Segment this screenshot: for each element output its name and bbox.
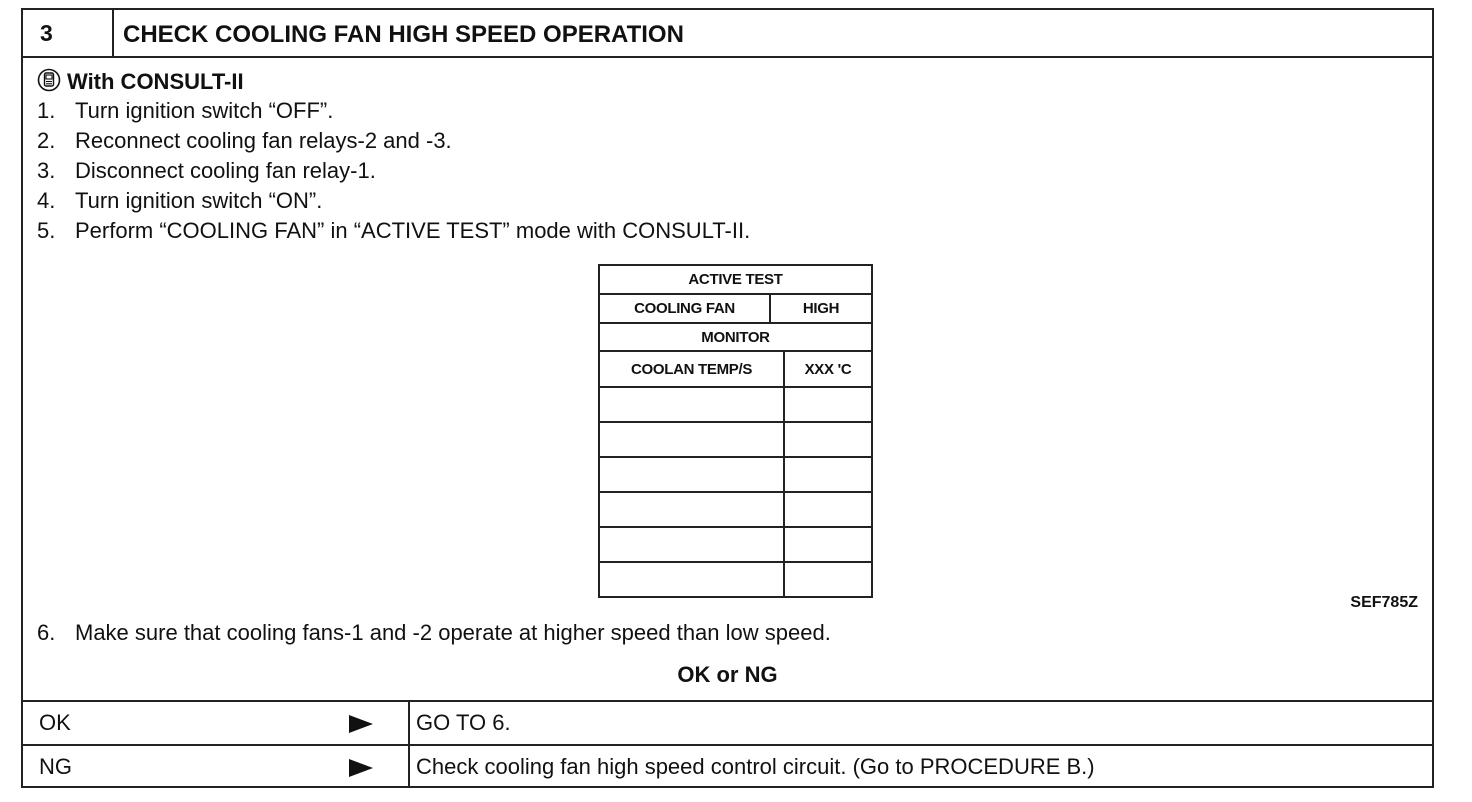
- list-item: [37, 156, 750, 186]
- result-row-ng: [23, 744, 1432, 788]
- active-test-item-row: [600, 295, 871, 324]
- result-action: GO TO 6.: [416, 710, 511, 735]
- step-text: Perform “COOLING FAN” in “ACTIVE TEST” mode with CONSULT-II.: [75, 218, 751, 243]
- cell-divider: [783, 493, 785, 526]
- result-label: NG: [39, 754, 72, 779]
- blank-row: [600, 423, 871, 458]
- step-text: Disconnect cooling fan relay-1.: [75, 158, 376, 183]
- cell-divider: [783, 458, 785, 491]
- cell-divider: [408, 746, 410, 788]
- step-6: [37, 618, 831, 648]
- list-item: [37, 96, 750, 126]
- consult-heading: [37, 68, 244, 94]
- step-text: Reconnect cooling fan relays-2 and -3.: [75, 128, 452, 153]
- step-title: CHECK COOLING FAN HIGH SPEED OPERATION: [123, 21, 684, 48]
- consult-label: With CONSULT-II: [67, 68, 244, 94]
- active-test-screen: [598, 264, 873, 598]
- cell-divider: [783, 388, 785, 421]
- active-test-item-label: COOLING FAN: [634, 300, 735, 317]
- list-item: [37, 126, 750, 156]
- step-num: 1.: [37, 98, 56, 123]
- blank-row: [600, 388, 871, 423]
- ok-or-ng-heading: OK or NG: [677, 662, 778, 687]
- step-num: 6.: [37, 620, 56, 645]
- list-item: [37, 216, 750, 246]
- arrow-right-icon: [349, 759, 373, 777]
- monitor-item-value: XXX 'C: [804, 360, 852, 378]
- blank-row: [600, 458, 871, 493]
- step-num: 2.: [37, 128, 56, 153]
- step-header: [23, 10, 1432, 58]
- procedure-document: [21, 8, 1434, 788]
- monitor-row: [600, 324, 871, 352]
- figure-code: SEF785Z: [1350, 594, 1418, 611]
- blank-row: [600, 563, 871, 596]
- result-label: OK: [39, 710, 71, 735]
- step-number: 3: [23, 10, 114, 56]
- step-text: Make sure that cooling fans-1 and -2 operate at higher speed than low speed.: [75, 620, 831, 645]
- cell-divider: [783, 423, 785, 456]
- step-num: 5.: [37, 218, 56, 243]
- monitor-label: MONITOR: [701, 328, 770, 346]
- result-action: Check cooling fan high speed control circuit. (Go to PROCEDURE B.): [416, 754, 1095, 779]
- step-text: Turn ignition switch “OFF”.: [75, 98, 334, 123]
- monitor-item-label: COOLAN TEMP/S: [630, 360, 753, 378]
- blank-row: [600, 493, 871, 528]
- blank-row: [600, 528, 871, 563]
- monitor-item-row: [600, 352, 871, 388]
- step-num: 4.: [37, 188, 56, 213]
- step-num: 3.: [37, 158, 56, 183]
- list-item: [37, 186, 750, 216]
- active-test-item-value: HIGH: [802, 300, 840, 317]
- cell-divider: [408, 702, 410, 744]
- arrow-right-icon: [349, 715, 373, 733]
- active-test-title: ACTIVE TEST: [688, 271, 783, 288]
- result-row-ok: [23, 700, 1432, 744]
- active-test-title-row: [600, 266, 871, 295]
- step-text: Turn ignition switch “ON”.: [75, 188, 323, 213]
- cell-divider: [783, 563, 785, 596]
- consult-tool-icon: [37, 68, 61, 98]
- step-list: [37, 96, 750, 246]
- cell-divider: [783, 528, 785, 561]
